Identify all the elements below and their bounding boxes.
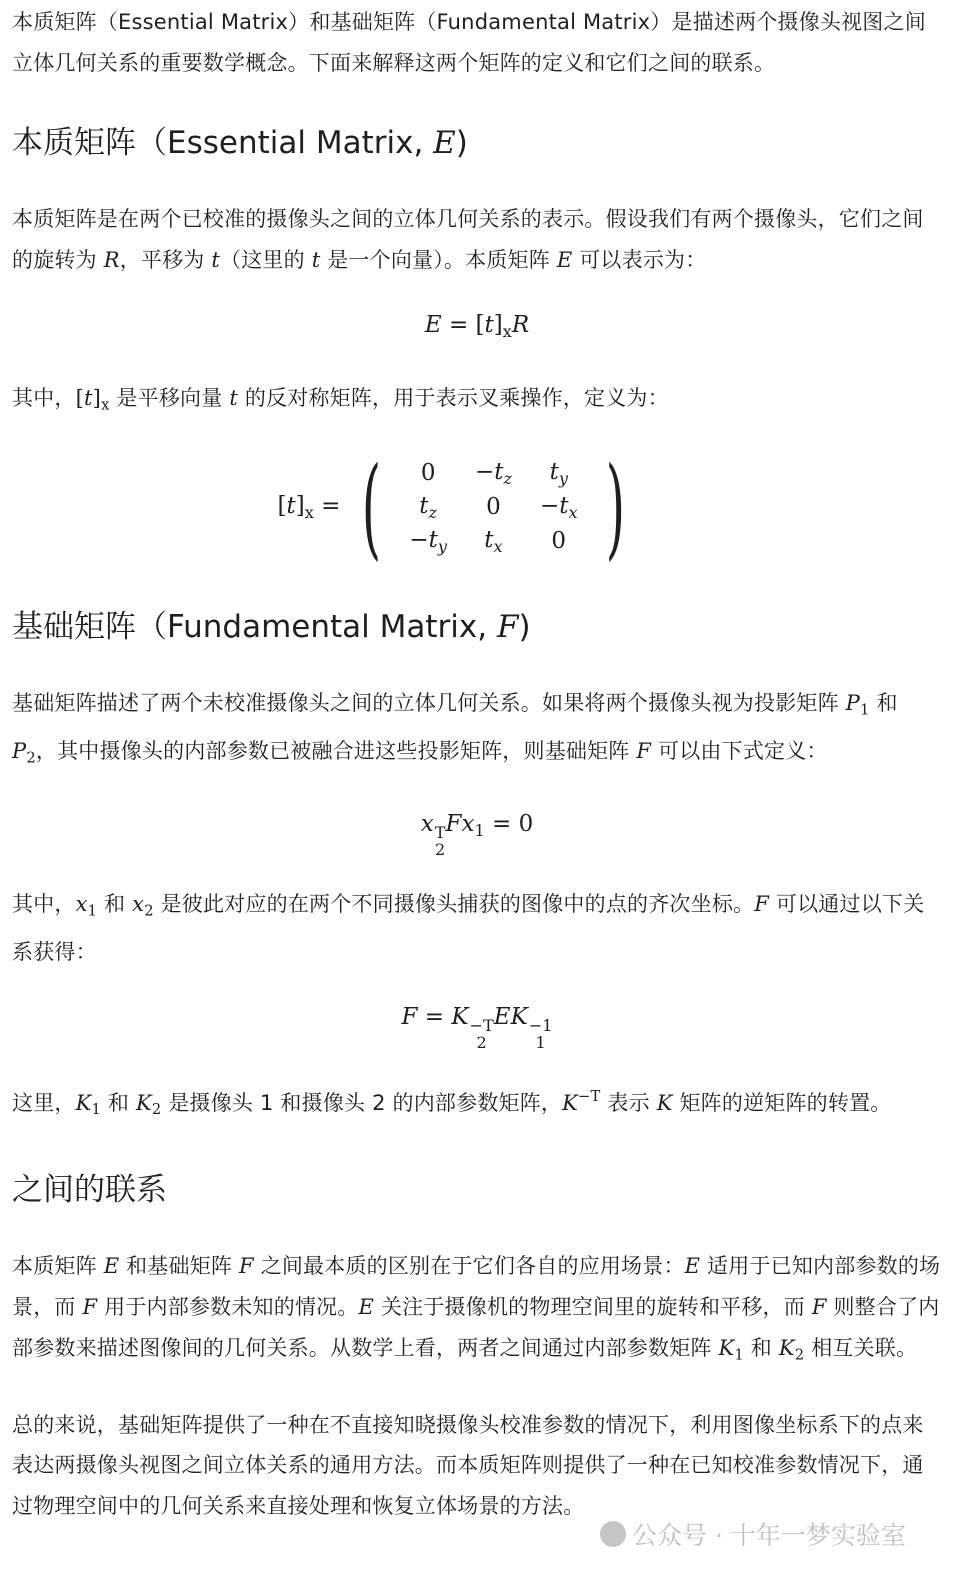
math-symbol: E <box>103 1254 120 1279</box>
math-symbol: F <box>811 1295 827 1320</box>
text: 和基础矩阵 <box>119 1254 239 1279</box>
matrix-cell <box>526 524 592 558</box>
math-symbol: F <box>238 1254 254 1279</box>
text: 基础矩阵描述了两个未校准摄像头之间的立体几何关系。如果将两个摄像头视为投影矩阵 <box>12 691 846 716</box>
math-symbol: t <box>311 247 321 272</box>
math-symbol: K <box>562 1090 579 1115</box>
math-symbol: E <box>684 1254 701 1279</box>
cell-value: −t <box>539 492 569 519</box>
matrix-cell <box>461 524 526 558</box>
text: 和 <box>97 891 133 916</box>
math-symbol: R <box>103 247 120 272</box>
text: 可以由下式定义： <box>651 739 828 764</box>
math-symbol: R <box>511 312 530 339</box>
paragraph <box>12 1077 942 1131</box>
sub-sup-script <box>435 825 446 857</box>
math-symbol: K <box>75 1090 92 1115</box>
matrix-cell <box>395 456 461 490</box>
math-symbol: t <box>484 312 494 339</box>
text: 本质矩阵是在两个已校准的摄像头之间的立体几何关系的表示。假设我们有两个摄像头，它们之间的旋转为 <box>12 207 924 272</box>
superscript: −1 <box>528 1016 553 1036</box>
text: 的反对称矩阵，用于表示叉乘操作，定义为： <box>237 386 669 411</box>
watermark-label: 公众号 · 十年一梦实验室 <box>632 1521 906 1550</box>
math-symbol: x <box>420 811 434 838</box>
math-text: = <box>313 492 341 519</box>
cell-value: 0 <box>420 460 436 487</box>
article <box>0 2 972 1526</box>
math-text: = <box>417 1004 452 1031</box>
subscript: 2 <box>151 1100 162 1118</box>
cell-value: t <box>419 492 429 519</box>
cell-value: t <box>484 526 494 553</box>
sub-sup-script <box>470 1018 494 1050</box>
text: 是一个向量）。本质矩阵 <box>320 247 557 272</box>
text: 这里， <box>12 1090 76 1115</box>
matrix-equation <box>0 443 942 572</box>
text: 相互关联。 <box>804 1335 918 1360</box>
math-symbol: Fx <box>445 811 475 838</box>
matrix-cell <box>395 524 461 558</box>
subscript: 2 <box>144 902 154 920</box>
math-text: = 0 <box>484 811 534 838</box>
wechat-icon <box>600 1521 626 1547</box>
text: 和 <box>743 1335 779 1360</box>
math-text: ] <box>295 492 305 519</box>
math-symbol: K <box>451 1004 469 1031</box>
equation <box>12 804 942 857</box>
section-heading <box>12 121 942 165</box>
text: 之间的联系 <box>12 1172 167 1209</box>
subscript: 1 <box>87 902 98 920</box>
paragraph <box>12 683 942 779</box>
math-symbol: t <box>84 386 93 411</box>
math-symbol: t <box>229 386 238 411</box>
subscript: 1 <box>535 1032 546 1052</box>
cell-value: t <box>549 458 559 485</box>
text: 和 <box>101 1090 136 1115</box>
subscript: 1 <box>474 821 485 841</box>
equation <box>12 997 942 1050</box>
math-symbol: F <box>496 609 519 646</box>
equation <box>12 305 942 352</box>
math-symbol: E <box>433 125 456 162</box>
matrix-cell <box>461 490 526 524</box>
section-heading <box>12 1168 942 1212</box>
text: （这里的 <box>220 247 312 272</box>
text: 其中， <box>12 386 76 411</box>
subscript: 2 <box>476 1032 487 1052</box>
text: 可以表示为： <box>572 247 707 272</box>
math-symbol: EK <box>493 1004 528 1031</box>
matrix-cell <box>526 456 592 490</box>
superscript: −T <box>469 1016 494 1036</box>
subscript: x <box>568 502 578 522</box>
paragraph <box>12 884 942 973</box>
subscript: 1 <box>734 1346 744 1364</box>
text: 适用于已知内部参数的场景，而 <box>12 1254 941 1320</box>
math-symbol: E <box>358 1295 375 1320</box>
superscript: T <box>434 823 446 843</box>
sub-sup-script <box>529 1018 553 1050</box>
text: 其中， <box>12 891 76 916</box>
subscript: 1 <box>860 701 870 719</box>
text: 是彼此对应的在两个不同摄像头捕获的图像中的点的齐次坐标。 <box>153 891 755 916</box>
cell-value: −t <box>474 458 504 485</box>
text: 表示 <box>600 1090 657 1115</box>
matrix-cell <box>461 456 526 490</box>
paragraph <box>12 1405 942 1527</box>
math-symbol: x <box>132 891 145 916</box>
text: 用于内部参数未知的情况。 <box>97 1295 359 1320</box>
text: 关注于摄像机的物理空间里的旋转和平移，而 <box>374 1295 812 1320</box>
subscript: 1 <box>91 1100 102 1118</box>
math-symbol: t <box>211 247 221 272</box>
section-heading <box>12 605 942 649</box>
math-symbol: K <box>778 1335 795 1360</box>
math-symbol: E <box>424 312 442 339</box>
left-paren: ( <box>362 443 382 572</box>
math-symbol: F <box>636 739 652 764</box>
text: 是平移向量 <box>109 386 230 411</box>
text: ) <box>455 125 468 162</box>
text: 基础矩阵（Fundamental Matrix, <box>12 609 497 646</box>
subscript: x <box>493 536 503 556</box>
text: 是摄像头 1 和摄像头 2 的内部参数矩阵， <box>161 1090 563 1115</box>
paragraph <box>12 1246 942 1375</box>
text: 本质矩阵 <box>12 1254 104 1279</box>
cell-value: 0 <box>551 528 567 555</box>
text: 矩阵的逆矩阵的转置。 <box>672 1090 892 1115</box>
text: ，平移为 <box>119 247 212 272</box>
right-paren: ) <box>605 443 625 572</box>
math-symbol: F <box>401 1004 418 1031</box>
math-symbol: P <box>845 691 861 716</box>
subscript: 2 <box>26 749 36 767</box>
text: 则整合了内部参数来描述图像间的几何关系。从数学上看，两者之间通过内部参数矩阵 <box>12 1295 940 1360</box>
math-symbol: t <box>286 492 296 519</box>
matrix-cell <box>395 490 461 524</box>
subscript: x <box>304 502 314 522</box>
subscript: z <box>428 502 438 522</box>
math-symbol: P <box>12 739 27 764</box>
subscript: x <box>502 322 512 342</box>
superscript: −T <box>578 1087 601 1105</box>
paragraph <box>12 378 942 426</box>
math-text: = [ <box>441 312 485 339</box>
text: 总的来说，基础矩阵提供了一种在不直接知晓摄像头校准参数的情况下，利用图像坐标系下的点来表达两摄像头视图之间立体关系的通用方法。而本质矩阵则提供了一种在已知校准参数情况下，通过物理空间中的几何关系来直接处理和恢复立体场景的方法。 <box>12 1412 924 1518</box>
math-text: ] <box>92 386 102 411</box>
subscript: x <box>101 396 110 414</box>
math-text: ] <box>493 312 503 339</box>
math-symbol: F <box>82 1295 98 1320</box>
cell-value: 0 <box>486 494 501 521</box>
math-text: [ <box>277 492 287 519</box>
text: 本质矩阵（Essential Matrix, <box>12 125 434 162</box>
math-text: [ <box>75 386 85 411</box>
text: 本质矩阵（Essential Matrix）和基础矩阵（Fundamental Matrix）是描述两个摄像头视图之间立体几何关系的重要数学概念。下面来解释这两个矩阵的定义和它们之间的联系。 <box>12 10 926 75</box>
math-symbol: K <box>718 1335 735 1360</box>
text: 和 <box>869 691 898 716</box>
cell-value: −t <box>409 526 438 553</box>
subscript: y <box>437 536 447 556</box>
subscript: z <box>503 468 512 488</box>
math-symbol: x <box>75 891 88 916</box>
math-symbol: E <box>556 247 573 272</box>
math-symbol: K <box>136 1090 152 1115</box>
text: 之间最本质的区别在于它们各自的应用场景： <box>253 1254 685 1279</box>
paragraph <box>12 2 942 83</box>
matrix-cell <box>526 490 592 524</box>
text: ，其中摄像头的内部参数已被融合进这些投影矩阵，则基础矩阵 <box>35 739 637 764</box>
matrix-lhs <box>278 493 341 522</box>
watermark <box>600 1516 906 1552</box>
math-symbol: F <box>754 891 770 916</box>
matrix <box>395 456 591 558</box>
text: 可以通过以下关系获得： <box>12 891 925 964</box>
text: ) <box>518 609 531 646</box>
subscript: 2 <box>794 1346 805 1364</box>
subscript: y <box>558 468 568 488</box>
paragraph <box>12 199 942 280</box>
subscript: 2 <box>435 839 446 859</box>
math-symbol: K <box>656 1090 673 1115</box>
